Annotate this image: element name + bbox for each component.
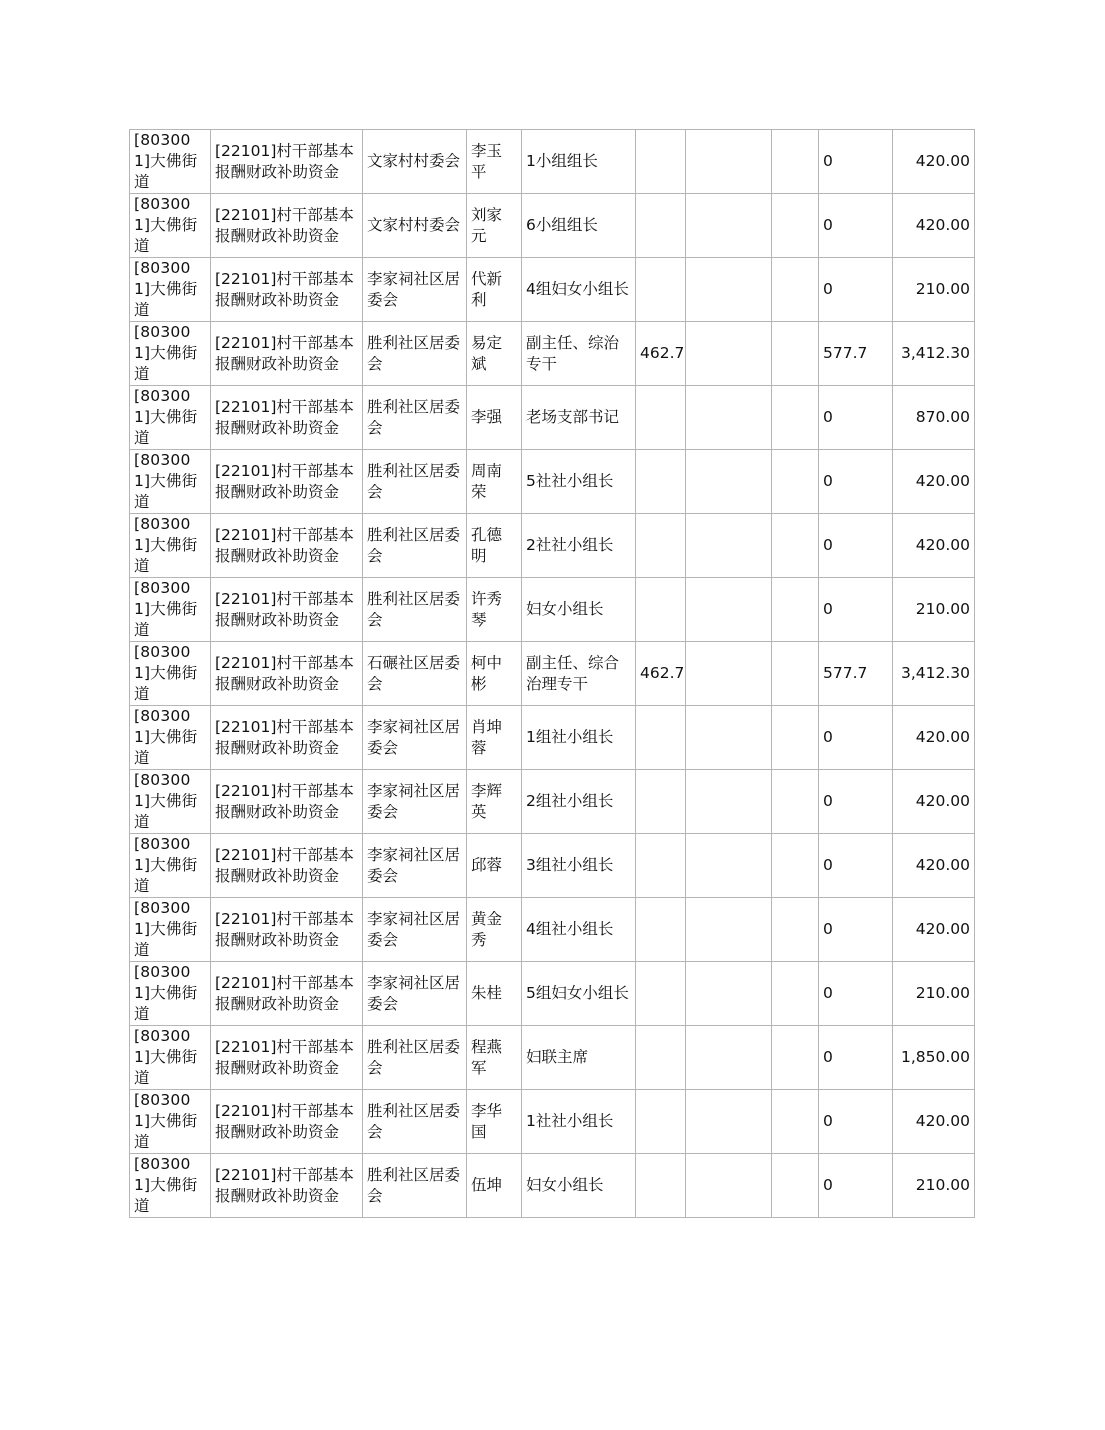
amount-d-cell: 577.7	[819, 322, 893, 386]
fund-item-cell: [22101]村干部基本报酬财政补助资金	[211, 1026, 363, 1090]
amount-a-cell	[636, 194, 686, 258]
amount-b-cell	[686, 1154, 772, 1218]
position-cell: 6小组组长	[522, 194, 636, 258]
name-cell: 许秀琴	[467, 578, 522, 642]
amount-a-cell	[636, 962, 686, 1026]
amount-d-cell: 0	[819, 450, 893, 514]
table-row	[130, 322, 975, 386]
total-cell: 210.00	[893, 962, 975, 1026]
committee-cell: 石碾社区居委会	[363, 642, 467, 706]
total-cell: 210.00	[893, 258, 975, 322]
table-row	[130, 1090, 975, 1154]
table-row	[130, 450, 975, 514]
fund-item-cell: [22101]村干部基本报酬财政补助资金	[211, 578, 363, 642]
committee-cell: 李家祠社区居委会	[363, 834, 467, 898]
district-cell: [803001]大佛街道	[130, 1154, 211, 1218]
amount-d-cell: 0	[819, 514, 893, 578]
committee-cell: 胜利社区居委会	[363, 1026, 467, 1090]
table-row	[130, 898, 975, 962]
amount-b-cell	[686, 514, 772, 578]
amount-c-cell	[772, 1090, 819, 1154]
amount-a-cell	[636, 834, 686, 898]
position-cell: 4组妇女小组长	[522, 258, 636, 322]
committee-cell: 胜利社区居委会	[363, 578, 467, 642]
amount-d-cell: 0	[819, 1154, 893, 1218]
total-cell: 420.00	[893, 130, 975, 194]
amount-d-cell: 0	[819, 258, 893, 322]
total-cell: 420.00	[893, 450, 975, 514]
amount-c-cell	[772, 834, 819, 898]
committee-cell: 李家祠社区居委会	[363, 962, 467, 1026]
amount-c-cell	[772, 258, 819, 322]
total-cell: 420.00	[893, 898, 975, 962]
amount-c-cell	[772, 130, 819, 194]
fund-item-cell: [22101]村干部基本报酬财政补助资金	[211, 194, 363, 258]
amount-c-cell	[772, 514, 819, 578]
amount-d-cell: 0	[819, 130, 893, 194]
table-row	[130, 194, 975, 258]
amount-d-cell: 0	[819, 898, 893, 962]
amount-a-cell	[636, 1090, 686, 1154]
name-cell: 易定斌	[467, 322, 522, 386]
name-cell: 刘家元	[467, 194, 522, 258]
amount-a-cell	[636, 898, 686, 962]
amount-b-cell	[686, 642, 772, 706]
name-cell: 李辉英	[467, 770, 522, 834]
table-row	[130, 386, 975, 450]
amount-a-cell	[636, 706, 686, 770]
fund-item-cell: [22101]村干部基本报酬财政补助资金	[211, 898, 363, 962]
table-row	[130, 962, 975, 1026]
table-row	[130, 130, 975, 194]
position-cell: 3组社小组长	[522, 834, 636, 898]
total-cell: 420.00	[893, 706, 975, 770]
committee-cell: 胜利社区居委会	[363, 450, 467, 514]
committee-cell: 李家祠社区居委会	[363, 706, 467, 770]
district-cell: [803001]大佛街道	[130, 450, 211, 514]
amount-b-cell	[686, 1090, 772, 1154]
total-cell: 420.00	[893, 514, 975, 578]
amount-d-cell: 0	[819, 962, 893, 1026]
position-cell: 副主任、综合治理专干	[522, 642, 636, 706]
table-row	[130, 1026, 975, 1090]
amount-c-cell	[772, 1026, 819, 1090]
amount-b-cell	[686, 706, 772, 770]
position-cell: 2社社小组长	[522, 514, 636, 578]
amount-c-cell	[772, 706, 819, 770]
amount-b-cell	[686, 450, 772, 514]
district-cell: [803001]大佛街道	[130, 1090, 211, 1154]
amount-d-cell: 0	[819, 1090, 893, 1154]
total-cell: 420.00	[893, 770, 975, 834]
district-cell: [803001]大佛街道	[130, 834, 211, 898]
amount-a-cell	[636, 450, 686, 514]
fund-item-cell: [22101]村干部基本报酬财政补助资金	[211, 450, 363, 514]
position-cell: 老场支部书记	[522, 386, 636, 450]
committee-cell: 李家祠社区居委会	[363, 770, 467, 834]
amount-b-cell	[686, 578, 772, 642]
committee-cell: 文家村村委会	[363, 130, 467, 194]
committee-cell: 李家祠社区居委会	[363, 258, 467, 322]
district-cell: [803001]大佛街道	[130, 130, 211, 194]
name-cell: 孔德明	[467, 514, 522, 578]
amount-c-cell	[772, 450, 819, 514]
amount-b-cell	[686, 770, 772, 834]
fund-item-cell: [22101]村干部基本报酬财政补助资金	[211, 642, 363, 706]
table-row	[130, 706, 975, 770]
amount-a-cell: 462.7	[636, 642, 686, 706]
fund-item-cell: [22101]村干部基本报酬财政补助资金	[211, 834, 363, 898]
position-cell: 妇联主席	[522, 1026, 636, 1090]
total-cell: 210.00	[893, 578, 975, 642]
amount-b-cell	[686, 962, 772, 1026]
district-cell: [803001]大佛街道	[130, 322, 211, 386]
name-cell: 柯中彬	[467, 642, 522, 706]
amount-d-cell: 577.7	[819, 642, 893, 706]
total-cell: 210.00	[893, 1154, 975, 1218]
committee-cell: 胜利社区居委会	[363, 322, 467, 386]
position-cell: 副主任、综治专干	[522, 322, 636, 386]
amount-d-cell: 0	[819, 1026, 893, 1090]
committee-cell: 李家祠社区居委会	[363, 898, 467, 962]
amount-c-cell	[772, 386, 819, 450]
name-cell: 代新利	[467, 258, 522, 322]
district-cell: [803001]大佛街道	[130, 514, 211, 578]
amount-b-cell	[686, 898, 772, 962]
name-cell: 李强	[467, 386, 522, 450]
fund-item-cell: [22101]村干部基本报酬财政补助资金	[211, 1090, 363, 1154]
committee-cell: 胜利社区居委会	[363, 1154, 467, 1218]
amount-a-cell	[636, 130, 686, 194]
amount-b-cell	[686, 194, 772, 258]
committee-cell: 文家村村委会	[363, 194, 467, 258]
amount-c-cell	[772, 1154, 819, 1218]
amount-d-cell: 0	[819, 386, 893, 450]
committee-cell: 胜利社区居委会	[363, 514, 467, 578]
table-row	[130, 578, 975, 642]
amount-c-cell	[772, 770, 819, 834]
amount-c-cell	[772, 194, 819, 258]
total-cell: 420.00	[893, 834, 975, 898]
amount-d-cell: 0	[819, 834, 893, 898]
amount-c-cell	[772, 322, 819, 386]
name-cell: 邱蓉	[467, 834, 522, 898]
amount-a-cell	[636, 578, 686, 642]
table-body	[130, 130, 975, 1218]
fund-item-cell: [22101]村干部基本报酬财政补助资金	[211, 322, 363, 386]
position-cell: 1小组组长	[522, 130, 636, 194]
district-cell: [803001]大佛街道	[130, 642, 211, 706]
district-cell: [803001]大佛街道	[130, 962, 211, 1026]
amount-d-cell: 0	[819, 578, 893, 642]
fund-item-cell: [22101]村干部基本报酬财政补助资金	[211, 130, 363, 194]
name-cell: 黄金秀	[467, 898, 522, 962]
district-cell: [803001]大佛街道	[130, 898, 211, 962]
amount-b-cell	[686, 834, 772, 898]
name-cell: 伍坤	[467, 1154, 522, 1218]
fund-item-cell: [22101]村干部基本报酬财政补助资金	[211, 258, 363, 322]
amount-c-cell	[772, 642, 819, 706]
committee-cell: 胜利社区居委会	[363, 1090, 467, 1154]
position-cell: 妇女小组长	[522, 1154, 636, 1218]
name-cell: 肖坤蓉	[467, 706, 522, 770]
amount-c-cell	[772, 898, 819, 962]
district-cell: [803001]大佛街道	[130, 258, 211, 322]
amount-b-cell	[686, 386, 772, 450]
committee-cell: 胜利社区居委会	[363, 386, 467, 450]
position-cell: 1组社小组长	[522, 706, 636, 770]
amount-b-cell	[686, 130, 772, 194]
amount-a-cell	[636, 1154, 686, 1218]
district-cell: [803001]大佛街道	[130, 706, 211, 770]
table-row	[130, 834, 975, 898]
name-cell: 程燕军	[467, 1026, 522, 1090]
table-row	[130, 258, 975, 322]
amount-c-cell	[772, 962, 819, 1026]
amount-b-cell	[686, 322, 772, 386]
district-cell: [803001]大佛街道	[130, 386, 211, 450]
amount-a-cell	[636, 258, 686, 322]
total-cell: 870.00	[893, 386, 975, 450]
position-cell: 5社社小组长	[522, 450, 636, 514]
total-cell: 1,850.00	[893, 1026, 975, 1090]
amount-b-cell	[686, 258, 772, 322]
position-cell: 2组社小组长	[522, 770, 636, 834]
name-cell: 朱桂	[467, 962, 522, 1026]
amount-d-cell: 0	[819, 706, 893, 770]
district-cell: [803001]大佛街道	[130, 194, 211, 258]
position-cell: 妇女小组长	[522, 578, 636, 642]
amount-a-cell	[636, 1026, 686, 1090]
fund-item-cell: [22101]村干部基本报酬财政补助资金	[211, 1154, 363, 1218]
fund-item-cell: [22101]村干部基本报酬财政补助资金	[211, 386, 363, 450]
amount-a-cell: 462.7	[636, 322, 686, 386]
position-cell: 5组妇女小组长	[522, 962, 636, 1026]
fund-item-cell: [22101]村干部基本报酬财政补助资金	[211, 962, 363, 1026]
table-row	[130, 514, 975, 578]
position-cell: 4组社小组长	[522, 898, 636, 962]
amount-c-cell	[772, 578, 819, 642]
total-cell: 3,412.30	[893, 322, 975, 386]
amount-d-cell: 0	[819, 770, 893, 834]
total-cell: 3,412.30	[893, 642, 975, 706]
amount-b-cell	[686, 1026, 772, 1090]
amount-a-cell	[636, 514, 686, 578]
total-cell: 420.00	[893, 1090, 975, 1154]
amount-a-cell	[636, 386, 686, 450]
district-cell: [803001]大佛街道	[130, 770, 211, 834]
total-cell: 420.00	[893, 194, 975, 258]
name-cell: 李华国	[467, 1090, 522, 1154]
table-row	[130, 642, 975, 706]
amount-a-cell	[636, 770, 686, 834]
table-row	[130, 1154, 975, 1218]
payment-table	[129, 129, 975, 1218]
fund-item-cell: [22101]村干部基本报酬财政补助资金	[211, 770, 363, 834]
table-row	[130, 770, 975, 834]
district-cell: [803001]大佛街道	[130, 578, 211, 642]
district-cell: [803001]大佛街道	[130, 1026, 211, 1090]
name-cell: 周南荣	[467, 450, 522, 514]
fund-item-cell: [22101]村干部基本报酬财政补助资金	[211, 514, 363, 578]
name-cell: 李玉平	[467, 130, 522, 194]
fund-item-cell: [22101]村干部基本报酬财政补助资金	[211, 706, 363, 770]
amount-d-cell: 0	[819, 194, 893, 258]
position-cell: 1社社小组长	[522, 1090, 636, 1154]
